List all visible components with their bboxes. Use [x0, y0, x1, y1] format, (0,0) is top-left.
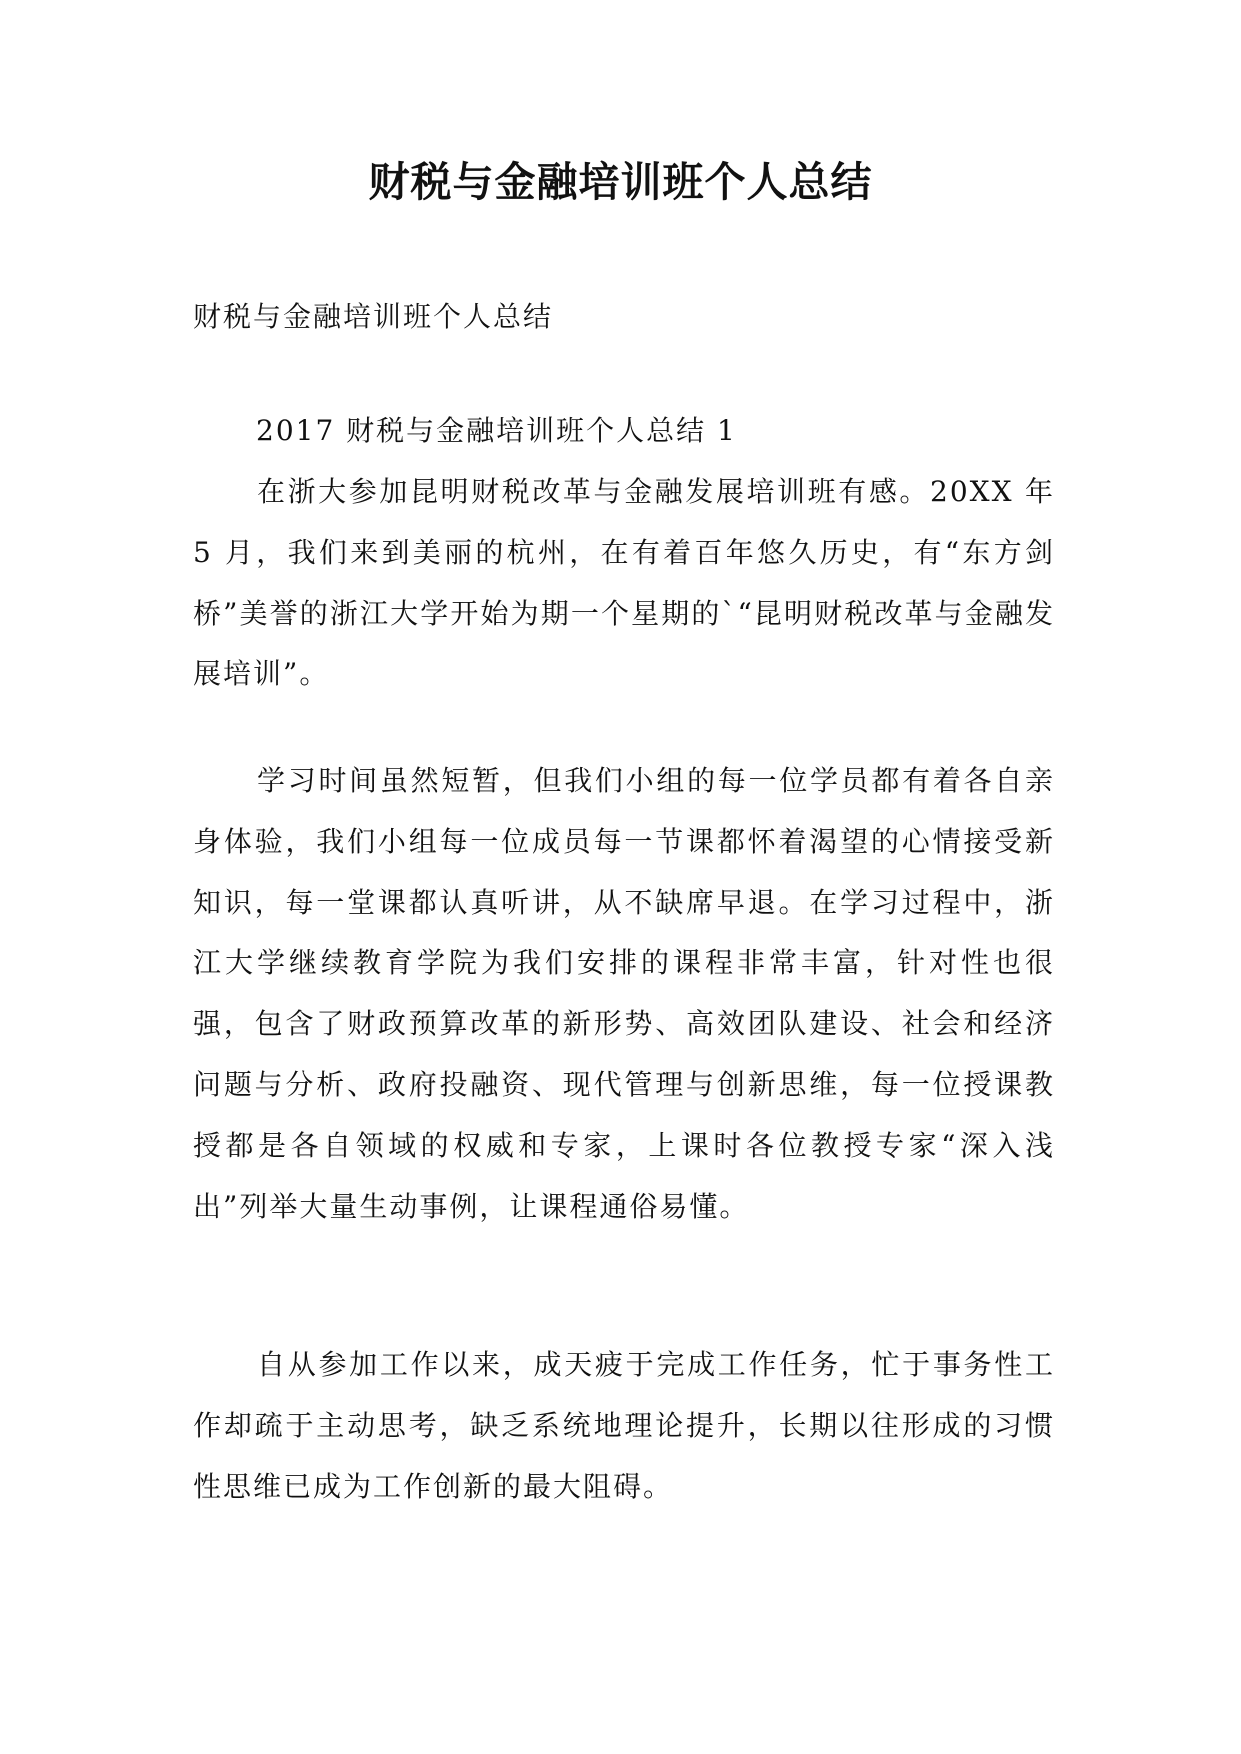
paragraph-3: 自从参加工作以来，成天疲于完成工作任务，忙于事务性工作却疏于主动思考，缺乏系统地理论提升，长期以往形成的习惯性思维已成为工作创新的最大阻碍。	[193, 1348, 1055, 1503]
section-heading: 2017 财税与金融培训班个人总结 1	[256, 414, 737, 447]
paragraph-1: 在浙大参加昆明财税改革与金融发展培训班有感。20XX 年 5 月，我们来到美丽的杭州，在有着百年悠久历史，有“东方剑桥”美誉的浙江大学开始为期一个星期的`“昆明财税改革与金融发展培训”。	[193, 475, 1055, 691]
document-title: 财税与金融培训班个人总结	[368, 158, 873, 206]
document-subtitle: 财税与金融培训班个人总结	[193, 300, 554, 333]
paragraph-2: 学习时间虽然短暂，但我们小组的每一位学员都有着各自亲身体验，我们小组每一位成员每一节课都怀着渴望的心情接受新知识，每一堂课都认真听讲，从不缺席早退。在学习过程中，浙江大学继续教育学院为我们安排的课程非常丰富，针对性也很强，包含了财政预算改革的新形势、高效团队建设、社会和经济问题与分析、政府投融资、现代管理与创新思维，每一位授课教授都是各自领域的权威和专家，上课时各位教授专家“深入浅出”列举大量生动事例，让课程通俗易懂。	[193, 764, 1055, 1223]
